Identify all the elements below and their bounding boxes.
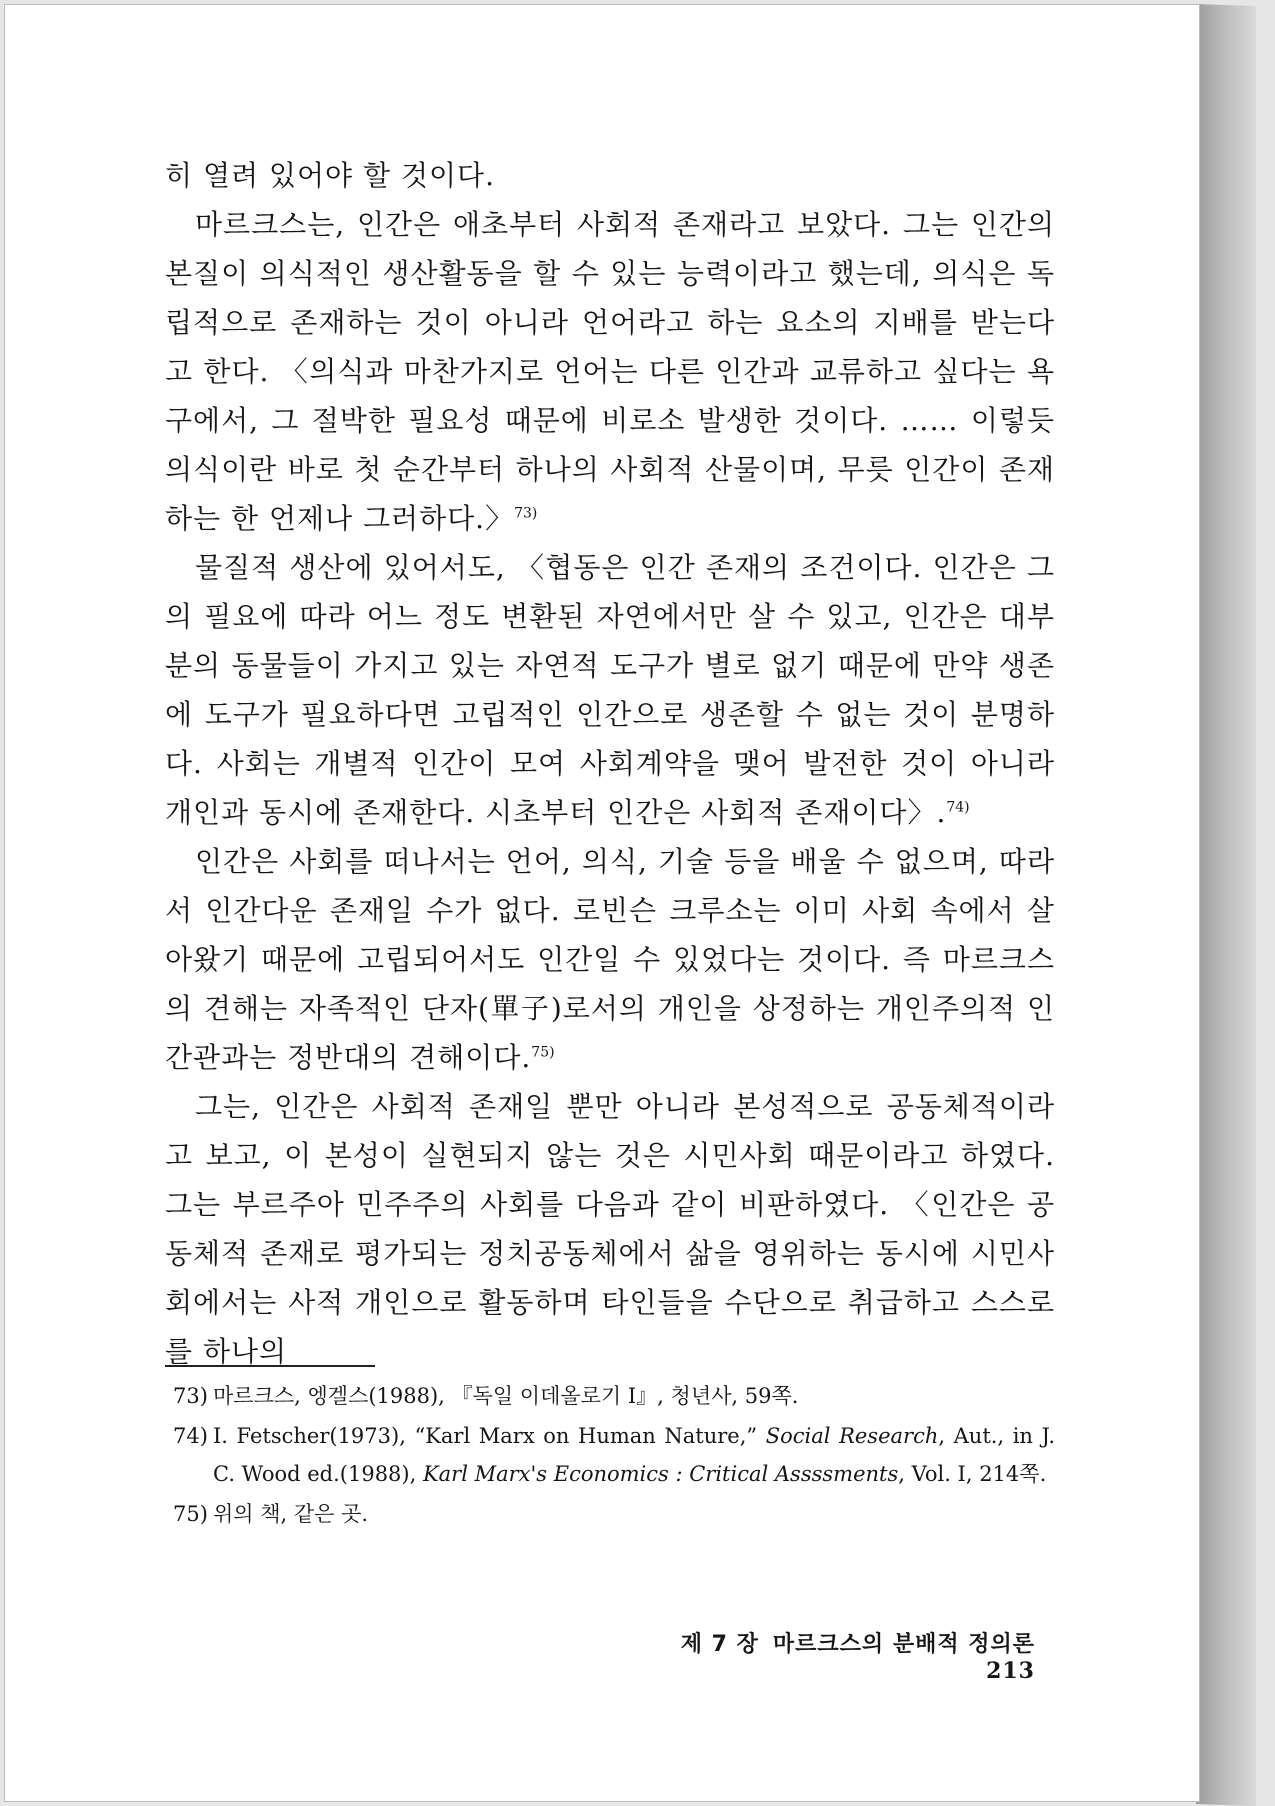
body-text	[165, 151, 1055, 1376]
footnote-74	[173, 1417, 1055, 1493]
footnote-75	[173, 1495, 1055, 1533]
chapter-label: 제 7 장	[680, 1632, 759, 1657]
paragraph-5-text: 그는, 인간은 사회적 존재일 뿐만 아니라 본성적으로 공동체적이라고 보고, 이 본성이 실현되지 않는 것은 시민사회 때문이라고 하였다. 그는 부르주아 민주주의 사회를 다음과 같이 비판하였다. 〈인간은 공동체적 존재로 평가되는 정치공동체에서 삶을 영위하는 동시에 시민사회에서는 사적 개인으로 활동하며 타인들을 수단으로 취급하고 스스로를 하나의	[165, 1090, 1055, 1368]
paragraph-4-text: 인간은 사회를 떠나서는 언어, 의식, 기술 등을 배울 수 없으며, 따라서 인간다운 존재일 수가 없다. 로빈슨 크루소는 이미 사회 속에서 살아왔기 때문에 고립되어서도 인간일 수 있었다는 것이다. 즉 마르크스의 견해는 자족적인 단자(單子)로서의 개인을 상정하는 개인주의적 인간관과는 정반대의 견해이다.	[165, 845, 1055, 1074]
paragraph-4	[165, 837, 1055, 1082]
paragraph-2	[165, 200, 1055, 543]
paragraph-3	[165, 543, 1055, 837]
footnote-number: 75)	[173, 1502, 208, 1526]
footnote-ref-75[interactable]: 75)	[531, 1044, 555, 1061]
footnote-ref-73[interactable]: 73)	[514, 505, 538, 522]
paragraph-2-text: 마르크스는, 인간은 애초부터 사회적 존재라고 보았다. 그는 인간의 본질이 의식적인 생산활동을 할 수 있는 능력이라고 했는데, 의식은 독립적으로 존재하는 것이 아니라 언어라고 하는 요소의 지배를 받는다고 한다. 〈의식과 마찬가지로 언어는 다른 인간과 교류하고 싶다는 욕구에서, 그 절박한 필요성 때문에 비로소 발생한 것이다. …… 이렇듯 의식이란 바로 첫 순간부터 하나의 사회적 산물이며, 무릇 인간이 존재하는 한 언제나 그러하다.〉	[165, 208, 1055, 535]
footnote-74-part-a: I. Fetscher(1973), “Karl Marx on Human Nature,”	[213, 1424, 766, 1448]
footnote-text: 마르크스, 엥겔스(1988), 『독일 이데올로기 Ⅰ』, 청년사, 59쪽.	[213, 1384, 799, 1408]
book-page	[4, 4, 1200, 1802]
footnote-text	[213, 1417, 1055, 1493]
paragraph-1	[165, 151, 1055, 200]
footnote-74-part-c: , Aut., in J. C. Wood ed.(1988),	[213, 1424, 1055, 1486]
footnote-ref-74[interactable]: 74)	[946, 799, 970, 816]
footnote-divider	[165, 1365, 375, 1367]
running-footer	[605, 1627, 1035, 1684]
footnote-text: 위의 책, 같은 곳.	[213, 1502, 369, 1526]
paragraph-3-text: 물질적 생산에 있어서도, 〈협동은 인간 존재의 조건이다. 인간은 그의 필요에 따라 어느 정도 변환된 자연에서만 살 수 있고, 인간은 대부분의 동물들이 가지고 있는 자연적 도구가 별로 없기 때문에 만약 생존에 도구가 필요하다면 고립적인 인간으로 생존할 수 없는 것이 분명하다. 사회는 개별적 인간이 모여 사회계약을 맺어 발전한 것이 아니라 개인과 동시에 존재한다. 시초부터 인간은 사회적 존재이다〉.	[165, 551, 1055, 829]
footnote-74-part-e: , Vol. Ⅰ, 214쪽.	[898, 1462, 1047, 1486]
page-number: 213	[986, 1658, 1035, 1684]
footnote-74-book-title: Karl Marx's Economics : Critical Assssments	[422, 1462, 899, 1486]
paragraph-1-text: 히 열려 있어야 할 것이다.	[165, 159, 495, 192]
page-edge-shadow	[1196, 4, 1256, 1806]
footnote-number: 74)	[173, 1424, 208, 1448]
footnote-73	[173, 1377, 1055, 1415]
chapter-title: 마르크스의 분배적 정의론	[772, 1632, 1035, 1657]
footnote-number: 73)	[173, 1384, 208, 1408]
footnote-74-journal: Social Research	[765, 1424, 939, 1448]
paragraph-5	[165, 1082, 1055, 1376]
footnotes	[173, 1377, 1055, 1535]
